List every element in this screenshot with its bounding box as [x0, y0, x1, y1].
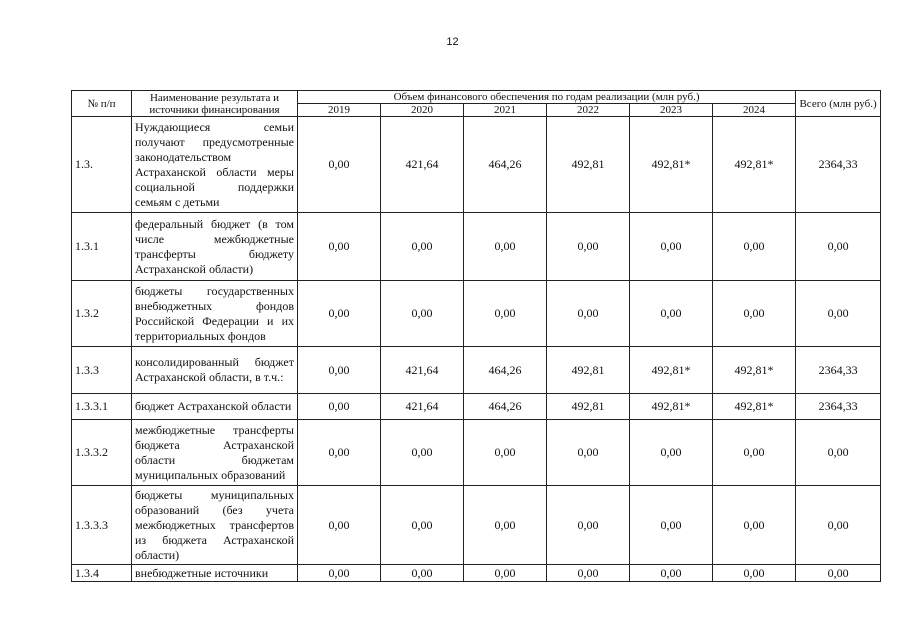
header-year: 2020 [381, 104, 464, 117]
year-value-cell: 0,00 [381, 486, 464, 565]
total-value-cell: 2364,33 [796, 394, 881, 420]
year-value-cell: 464,26 [464, 117, 547, 213]
row-number: 1.3.1 [72, 213, 132, 281]
header-year: 2023 [630, 104, 713, 117]
total-value-cell: 0,00 [796, 213, 881, 281]
financing-table [71, 90, 881, 582]
total-value-cell: 2364,33 [796, 347, 881, 394]
year-value-cell: 0,00 [464, 281, 547, 347]
year-value-cell: 0,00 [713, 213, 796, 281]
year-value-cell: 0,00 [298, 486, 381, 565]
row-number: 1.3.3.3 [72, 486, 132, 565]
row-number: 1.3.3.1 [72, 394, 132, 420]
header-years-group: Объем финансового обеспечения по годам реализации (млн руб.) [298, 91, 796, 104]
year-value-cell: 0,00 [298, 420, 381, 486]
year-value-cell: 0,00 [630, 486, 713, 565]
year-value-cell: 0,00 [298, 117, 381, 213]
table-row [72, 565, 881, 582]
header-total: Всего (млн руб.) [796, 91, 881, 117]
year-value-cell: 492,81 [547, 347, 630, 394]
row-number: 1.3.4 [72, 565, 132, 582]
year-value-cell: 0,00 [547, 565, 630, 582]
total-value-cell: 0,00 [796, 565, 881, 582]
header-year: 2024 [713, 104, 796, 117]
table-row [72, 394, 881, 420]
year-value-cell: 492,81* [630, 347, 713, 394]
year-value-cell: 421,64 [381, 347, 464, 394]
year-value-cell: 0,00 [630, 281, 713, 347]
row-name: федеральный бюджет (в том числе межбюджетные трансферты бюджету Астраханской области) [132, 213, 298, 281]
year-value-cell: 0,00 [547, 420, 630, 486]
year-value-cell: 492,81* [630, 117, 713, 213]
total-value-cell: 0,00 [796, 281, 881, 347]
year-value-cell: 0,00 [464, 486, 547, 565]
year-value-cell: 0,00 [713, 420, 796, 486]
year-value-cell: 0,00 [298, 213, 381, 281]
year-value-cell: 492,81* [630, 394, 713, 420]
row-name: Нуждающиеся семьи получают предусмотренные законодательством Астраханской области меры социальной поддержки семьям с детьми [132, 117, 298, 213]
table-row [72, 420, 881, 486]
table-row [72, 347, 881, 394]
table-row [72, 117, 881, 213]
year-value-cell: 0,00 [381, 281, 464, 347]
year-value-cell: 0,00 [298, 394, 381, 420]
row-name: бюджет Астраханской области [132, 394, 298, 420]
row-number: 1.3.3 [72, 347, 132, 394]
year-value-cell: 0,00 [547, 486, 630, 565]
row-name: внебюджетные источники [132, 565, 298, 582]
row-number: 1.3.2 [72, 281, 132, 347]
year-value-cell: 492,81 [547, 117, 630, 213]
year-value-cell: 492,81 [547, 394, 630, 420]
table-row [72, 213, 881, 281]
year-value-cell: 0,00 [630, 213, 713, 281]
header-year: 2019 [298, 104, 381, 117]
header-num: № п/п [72, 91, 132, 117]
header-year: 2022 [547, 104, 630, 117]
year-value-cell: 0,00 [298, 347, 381, 394]
header-year: 2021 [464, 104, 547, 117]
year-value-cell: 492,81* [713, 347, 796, 394]
row-name: бюджеты государственных внебюджетных фондов Российской Федерации и их территориальных фондов [132, 281, 298, 347]
year-value-cell: 0,00 [630, 565, 713, 582]
year-value-cell: 0,00 [713, 486, 796, 565]
year-value-cell: 0,00 [381, 213, 464, 281]
table-row [72, 281, 881, 347]
page-number: 12 [446, 36, 459, 48]
year-value-cell: 0,00 [381, 565, 464, 582]
year-value-cell: 464,26 [464, 347, 547, 394]
row-number: 1.3.3.2 [72, 420, 132, 486]
year-value-cell: 421,64 [381, 117, 464, 213]
year-value-cell: 0,00 [713, 565, 796, 582]
year-value-cell: 0,00 [713, 281, 796, 347]
total-value-cell: 0,00 [796, 486, 881, 565]
year-value-cell: 0,00 [298, 281, 381, 347]
year-value-cell: 492,81* [713, 117, 796, 213]
total-value-cell: 0,00 [796, 420, 881, 486]
year-value-cell: 0,00 [464, 565, 547, 582]
year-value-cell: 0,00 [464, 420, 547, 486]
table-row [72, 486, 881, 565]
year-value-cell: 464,26 [464, 394, 547, 420]
header-name: Наименование результата и источники финансирования [132, 91, 298, 117]
year-value-cell: 0,00 [630, 420, 713, 486]
year-value-cell: 421,64 [381, 394, 464, 420]
year-value-cell: 0,00 [298, 565, 381, 582]
row-name: консолидированный бюджет Астраханской области, в т.ч.: [132, 347, 298, 394]
row-name: межбюджетные трансферты бюджета Астраханской области бюджетам муниципальных образований [132, 420, 298, 486]
year-value-cell: 0,00 [381, 420, 464, 486]
year-value-cell: 492,81* [713, 394, 796, 420]
total-value-cell: 2364,33 [796, 117, 881, 213]
year-value-cell: 0,00 [464, 213, 547, 281]
year-value-cell: 0,00 [547, 213, 630, 281]
row-number: 1.3. [72, 117, 132, 213]
row-name: бюджеты муниципальных образований (без учета межбюджетных трансфертов из бюджета Астраханской области) [132, 486, 298, 565]
year-value-cell: 0,00 [547, 281, 630, 347]
